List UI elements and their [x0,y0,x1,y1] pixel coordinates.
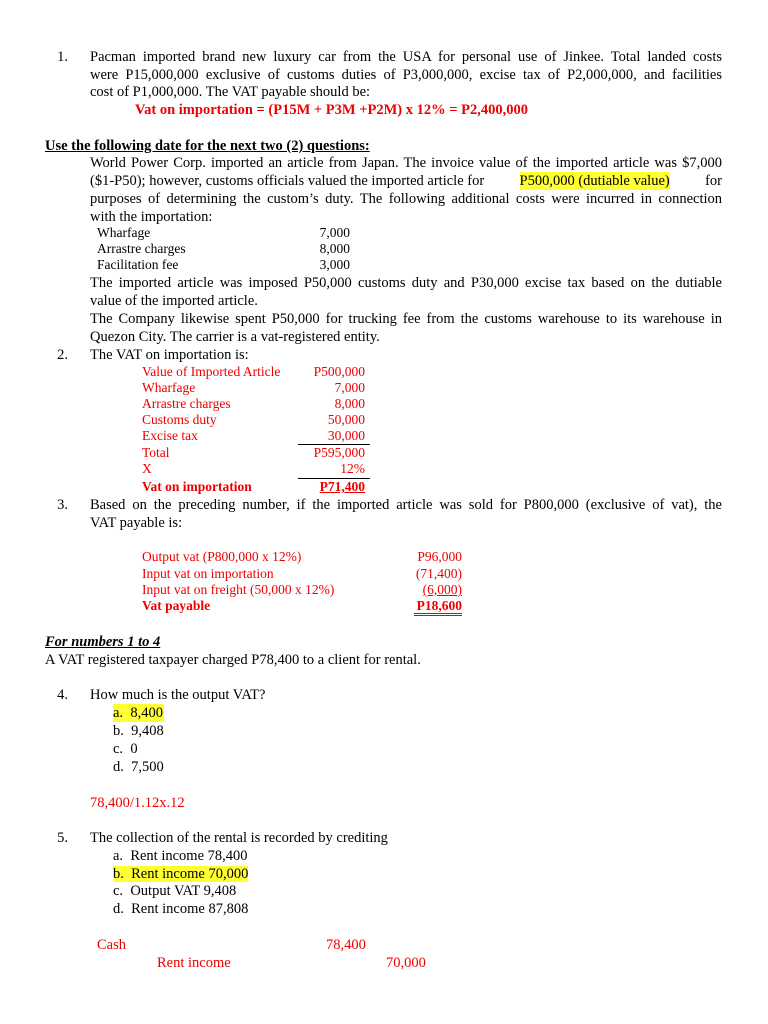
q1-text-line3: cost of P1,000,000. The VAT payable should be: [90,84,371,100]
q2-row-label: Customs duty [142,412,217,427]
q4-option-a-highlighted [113,704,164,722]
q4-option-d [113,758,164,776]
option-letter: b. [113,723,124,739]
q5-option-a [113,847,248,865]
q2-row-label: Value of Imported Article [142,364,281,379]
q5-option-b-letter-wrap [113,865,248,883]
section1-p3-line1: The Company likewise spent P50,000 for trucking fee from the customs warehouse to its warehouse in [90,311,722,327]
journal-debit-amount: 78,400 [326,937,366,953]
option-text: 0 [130,741,138,757]
q2-row-label: Excise tax [142,428,198,443]
q2-row-value: 50,000 [327,412,365,427]
journal-credit-amount: 70,000 [386,955,426,971]
q5-question: The collection of the rental is recorded by crediting [90,830,388,846]
q3-text-line1: Based on the preceding number, if the imported article was sold for P800,000 (exclusive of vat), the [90,497,722,513]
option-text: Rent income 87,808 [131,901,249,917]
q5-option-c [113,882,236,900]
q3-row-label: Output vat (P800,000 x 12%) [142,549,302,564]
section1-p1-line2-start: ($1-P50); however, customs officials valued the imported article for [90,173,485,189]
q2-number: 2. [57,347,68,363]
q3-row-value: (71,400) [415,566,462,581]
journal-debit-account: Cash [97,937,126,953]
option-letter: a. [113,848,124,864]
option-letter: d. [113,901,124,917]
section2-intro: A VAT registered taxpayer charged P78,400 to a client for rental. [45,652,421,668]
section1-p1-line3: purposes of determining the custom’s duty. The following additional costs were incurred in connection [90,191,722,207]
section1-p2-line2: value of the imported article. [90,293,258,309]
q2-row-value: 12% [340,461,365,476]
q2-row-value: 30,000 [327,428,365,443]
option-letter: c. [113,741,124,757]
q2-row-value: 7,000 [334,380,365,395]
dutiable-value-highlight: P500,000 (dutiable value) [519,173,670,189]
q1-text-line1: Pacman imported brand new luxury car from the USA for personal use of Jinkee. Total landed costs [90,49,722,65]
option-letter: d. [113,759,124,775]
q2-result-label: Vat on importation [142,479,252,494]
section1-p1-line4: with the importation: [90,209,213,225]
q1-number: 1. [57,49,68,65]
q2-row-value: P500,000 [313,364,365,379]
option-letter: a. [113,705,124,721]
q4-question: How much is the output VAT? [90,687,266,703]
section1-p1-line2 [90,172,722,190]
q3-double-underline [414,613,462,616]
option-text: 7,500 [131,759,164,775]
q2-row-label: Wharfage [142,380,196,395]
section2-heading: For numbers 1 to 4 [45,634,161,650]
q2-row-value: 8,000 [334,396,365,411]
option-text: Output VAT 9,408 [130,883,237,899]
q3-result-value: P18,600 [416,598,462,613]
q2-row-value: P595,000 [313,445,365,460]
q4-option-c [113,740,138,758]
q3-row-value: (6,000) [422,582,462,597]
q3-result-label: Vat payable [142,598,211,613]
q3-row-value: P96,000 [417,549,462,564]
cost-label-facilitation: Facilitation fee [97,257,179,272]
option-text: 9,408 [131,723,164,739]
q1-answer: Vat on importation = (P15M + P3M +P2M) x 12% = P2,400,000 [135,102,528,118]
q3-number: 3. [57,497,68,513]
section1-p1-line1: World Power Corp. imported an article from Japan. The invoice value of the imported article was $7,000 [90,155,722,171]
q2-row-label: Total [142,445,170,460]
journal-credit-account: Rent income [157,955,231,971]
q4-number: 4. [57,687,68,703]
q2-row-label: Arrastre charges [142,396,231,411]
q4-solution: 78,400/1.12x.12 [90,795,185,811]
q3-text-line2: VAT payable is: [90,515,183,531]
cost-value-facilitation: 3,000 [319,257,350,272]
section1-p1-line2-end: for [705,173,722,189]
section1-p3-line2: Quezon City. The carrier is a vat-registered entity. [90,329,380,345]
section1-heading: Use the following date for the next two (2) questions: [45,138,370,154]
q3-row-label: Input vat on importation [142,566,274,581]
q5-option-d [113,900,248,918]
q4-option-b [113,722,164,740]
cost-label-wharfage: Wharfage [97,225,151,240]
q2-question: The VAT on importation is: [90,347,249,363]
section1-p2-line1: The imported article was imposed P50,000 customs duty and P30,000 excise tax based on the dutiable [90,275,722,291]
q5-number: 5. [57,830,68,846]
option-letter: c. [113,883,124,899]
option-letter: b. [113,866,124,882]
q2-result-value: P71,400 [319,479,365,494]
option-text: Rent income 78,400 [130,848,248,864]
q2-row-label: X [142,461,152,476]
cost-value-arrastre: 8,000 [319,241,350,256]
q5-option-b-highlighted: Rent income 70,000 [131,866,249,882]
q3-row-label: Input vat on freight (50,000 x 12%) [142,582,335,597]
cost-label-arrastre: Arrastre charges [97,241,186,256]
q1-text-line2: were P15,000,000 exclusive of customs duties of P3,000,000, excise tax of P2,000,000, and facilities [90,67,722,83]
option-text: 8,400 [130,705,163,721]
cost-value-wharfage: 7,000 [319,225,350,240]
